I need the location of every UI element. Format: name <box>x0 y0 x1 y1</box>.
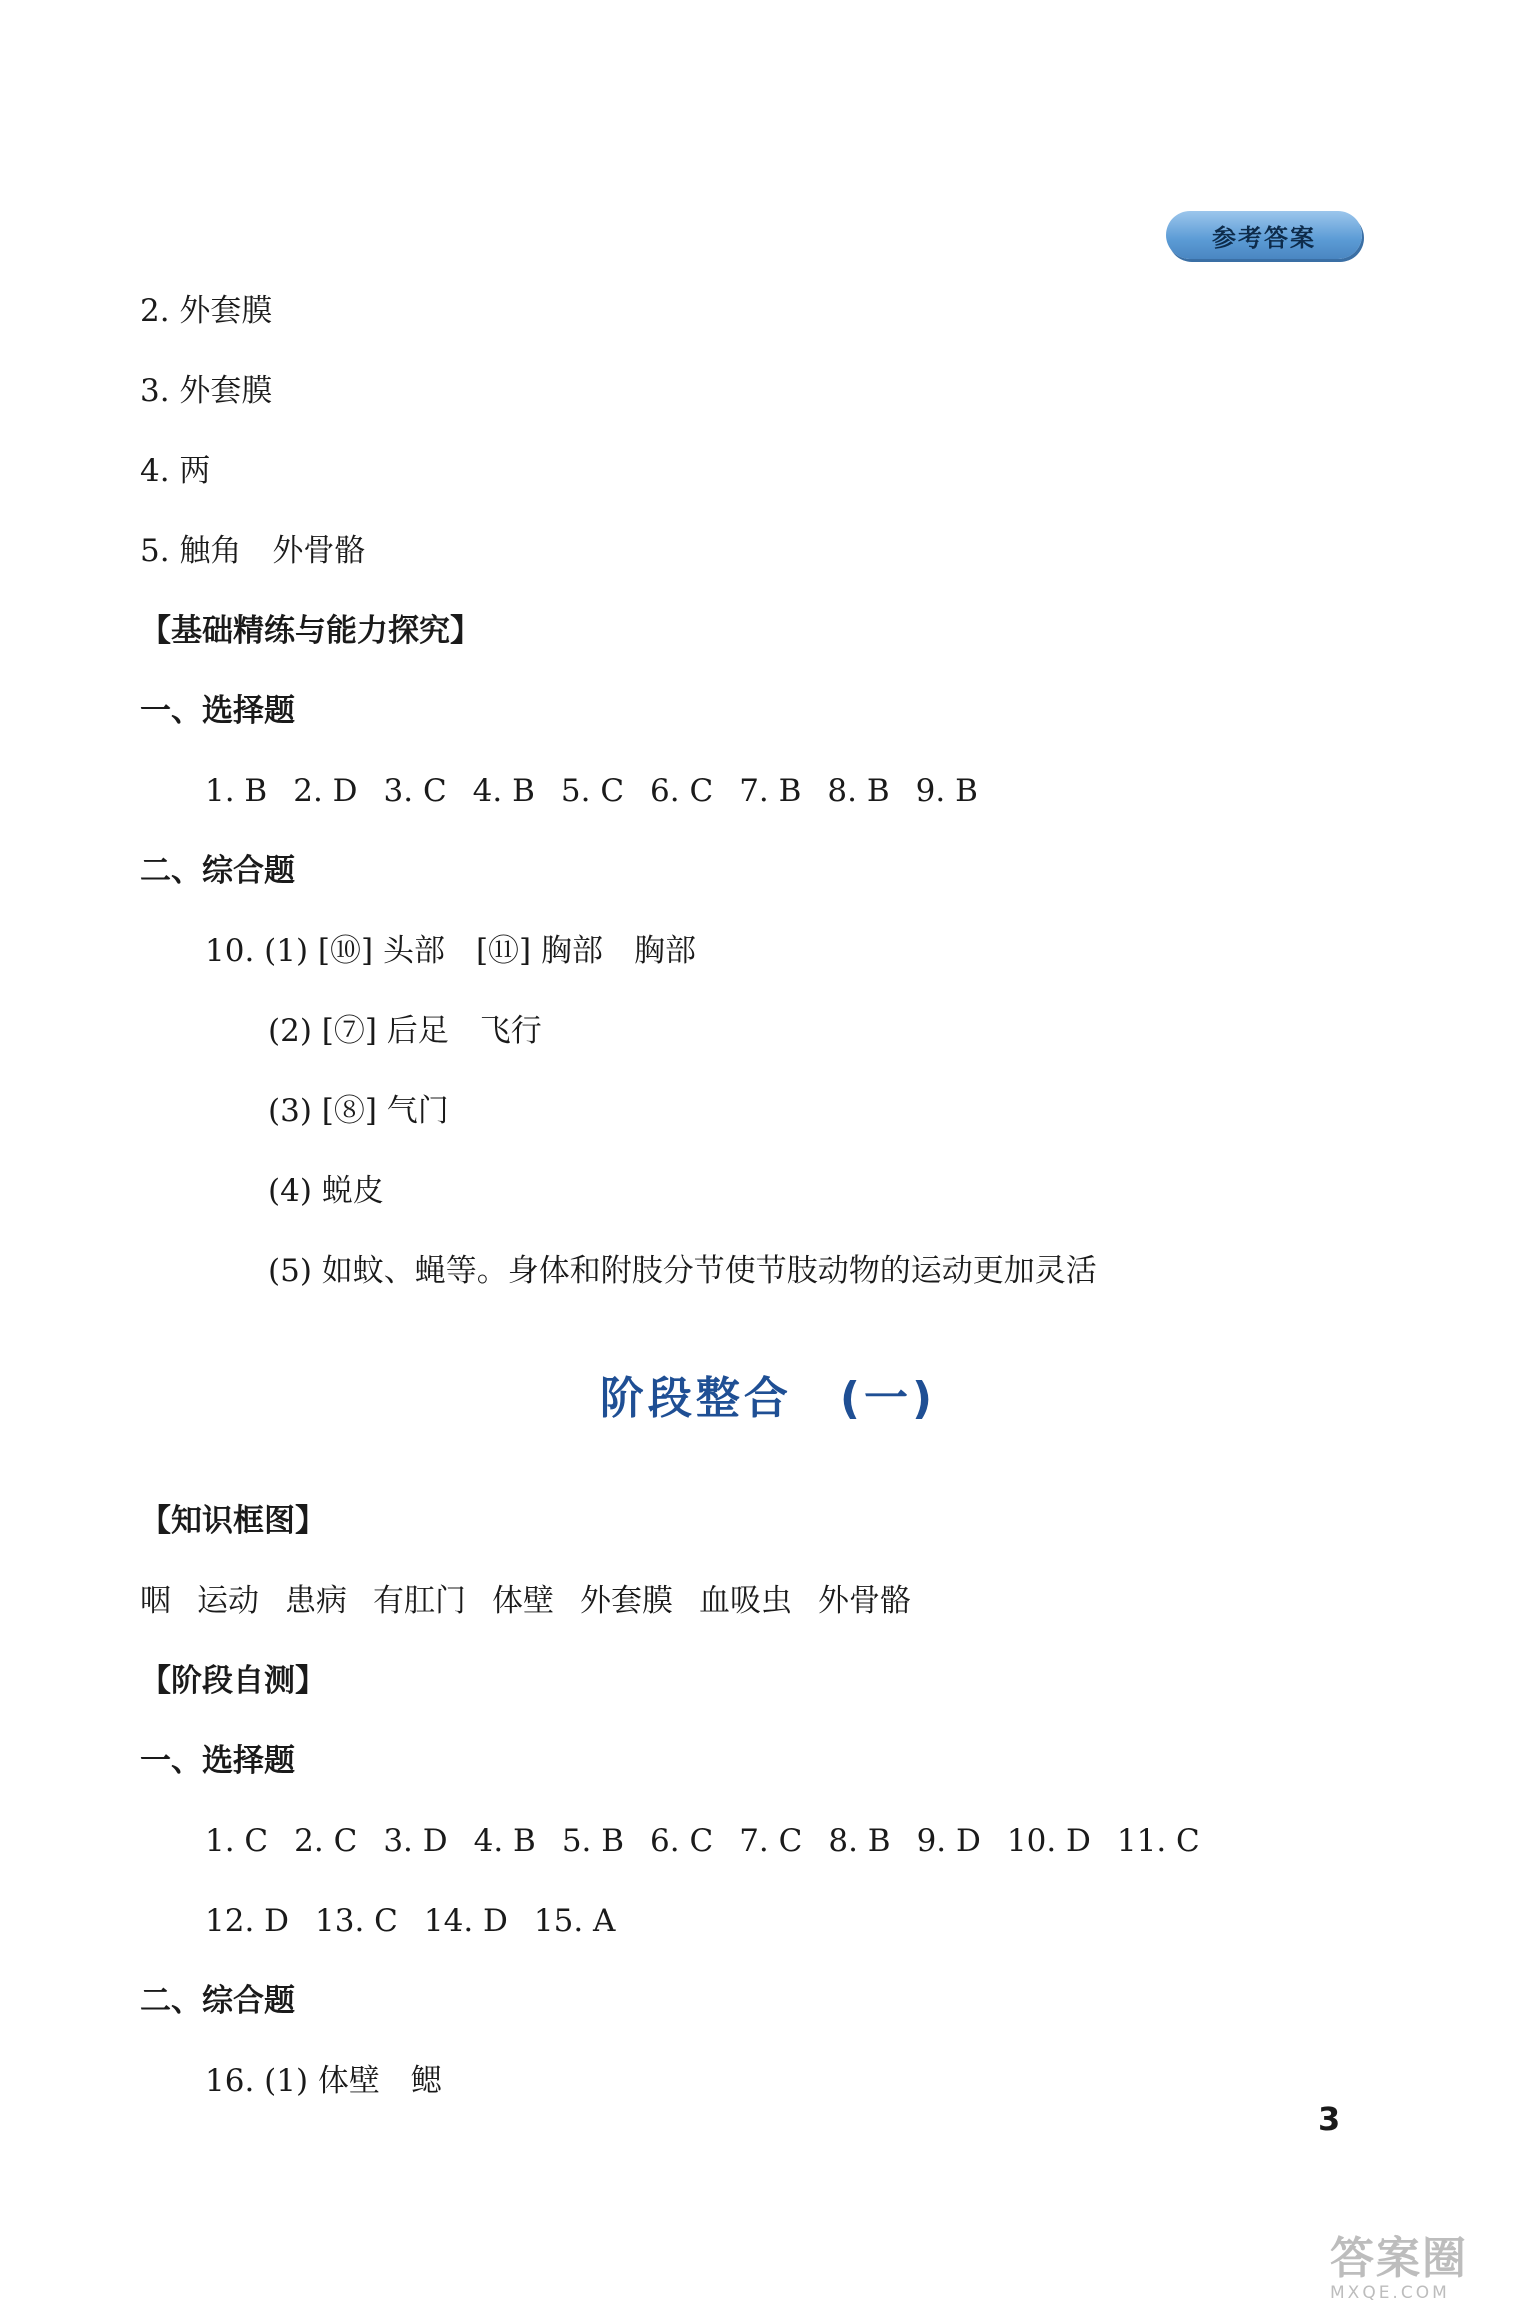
comprehensive-answer: (4) 蜕皮 <box>268 1173 384 1209</box>
page-number: 3 <box>1318 2100 1341 2138</box>
choice-answers <box>205 773 1004 809</box>
choice-answer: 2. D <box>293 773 358 809</box>
choice-answer: 4. B <box>472 773 535 809</box>
choice-answer: 6. C <box>650 773 714 809</box>
self-test-title: 【阶段自测】 <box>140 1663 326 1699</box>
choice-answer: 5. C <box>560 773 625 809</box>
stage-heading: 阶段整合 (一) <box>599 1373 937 1424</box>
choice-answer: 8. B <box>827 773 890 809</box>
choice-answer: 7. B <box>739 773 802 809</box>
choice-answer: 15. A <box>533 1903 616 1939</box>
choice-answer: 4. B <box>473 1823 536 1859</box>
choice-answer: 13. C <box>315 1903 398 1939</box>
choice-title: 一、选择题 <box>140 1743 295 1779</box>
choice-answer: 8. B <box>828 1823 891 1859</box>
choice-answer: 7. C <box>739 1823 803 1859</box>
knowledge-term: 运动 <box>197 1583 259 1619</box>
comprehensive-answer: (3) [⑧] 气门 <box>268 1093 449 1129</box>
choice-answer: 3. D <box>383 1823 448 1859</box>
knowledge-term: 体壁 <box>492 1583 554 1619</box>
choice-answer: 11. C <box>1116 1823 1200 1859</box>
watermark-url: MXQE.COM <box>1330 2283 1450 2303</box>
knowledge-title: 【知识框图】 <box>140 1503 326 1539</box>
choice-answers <box>205 1823 1226 1859</box>
answer-line: 3. 外套膜 <box>140 373 273 409</box>
knowledge-terms <box>140 1583 937 1619</box>
comprehensive-answer: (5) 如蚊、蝇等。身体和附肢分节使节肢动物的运动更加灵活 <box>268 1253 1097 1289</box>
answer-line: 2. 外套膜 <box>140 293 273 329</box>
choice-title: 一、选择题 <box>140 693 295 729</box>
choice-answer: 9. B <box>915 773 978 809</box>
answer-line: 4. 两 <box>140 453 211 489</box>
knowledge-term: 有肛门 <box>373 1583 466 1619</box>
choice-answer: 6. C <box>650 1823 714 1859</box>
choice-answer: 9. D <box>916 1823 981 1859</box>
knowledge-term: 外骨骼 <box>818 1583 911 1619</box>
choice-answer: 5. B <box>561 1823 625 1859</box>
choice-answer: 2. C <box>294 1823 358 1859</box>
comprehensive-title: 二、综合题 <box>140 853 295 889</box>
choice-answers <box>205 1903 641 1939</box>
choice-answer: 1. B <box>205 773 268 809</box>
comprehensive-title: 二、综合题 <box>140 1983 295 2019</box>
knowledge-term: 血吸虫 <box>699 1583 792 1619</box>
knowledge-term: 外套膜 <box>580 1583 673 1619</box>
choice-answer: 3. C <box>383 773 447 809</box>
comprehensive-answer: 16. (1) 体壁 鳃 <box>205 2063 442 2099</box>
comprehensive-answer: 10. (1) [⑩] 头部 [⑪] 胸部 胸部 <box>205 933 697 969</box>
choice-answer: 1. C <box>205 1823 269 1859</box>
knowledge-term: 患病 <box>285 1583 347 1619</box>
choice-answer: 14. D <box>423 1903 508 1939</box>
choice-answer: 12. D <box>205 1903 290 1939</box>
comprehensive-answer: (2) [⑦] 后足 飞行 <box>268 1013 542 1049</box>
section-title: 【基础精练与能力探究】 <box>140 613 481 649</box>
watermark-text: 答案圈 <box>1330 2233 1468 2284</box>
choice-answer: 10. D <box>1006 1823 1091 1859</box>
watermark-logo <box>1330 2235 1520 2307</box>
knowledge-term: 咽 <box>140 1583 171 1619</box>
reference-answer-badge: 参考答案 <box>1166 211 1362 259</box>
answer-line: 5. 触角 外骨骼 <box>140 533 366 569</box>
